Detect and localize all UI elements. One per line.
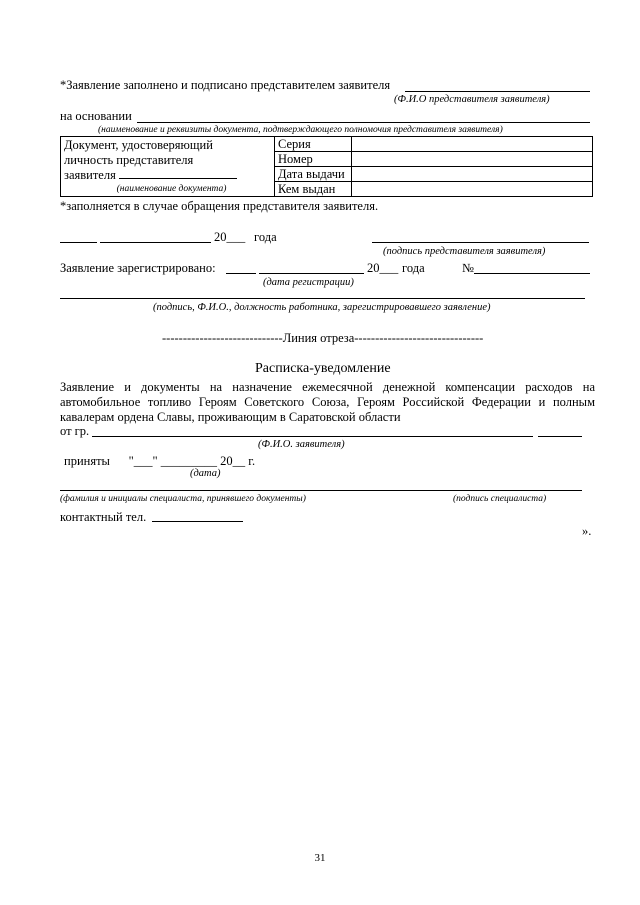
applicant-name-line: [92, 436, 533, 437]
representative-signature-line: [372, 242, 589, 243]
receipt-paragraph: Заявление и документы на назначение ежемесячной денежной компенсации расходов на автомобильное топливо Героям Советского Союза, Героям Российской Федерации и полным кавалерам ордена Славы, проживающим в Саратовской области: [60, 380, 595, 424]
closing-quote: ».: [582, 524, 592, 538]
representative-signature-caption: (подпись представителя заявителя): [383, 246, 546, 257]
representative-name-caption: (Ф.И.О представителя заявителя): [394, 94, 550, 105]
doc-row-number-value[interactable]: [352, 152, 593, 167]
document-name-line: [119, 178, 237, 179]
identity-document-label-line1: Документ, удостоверяющий: [64, 138, 213, 152]
page-number: 31: [314, 852, 326, 864]
receipt-title: Расписка-уведомление: [255, 361, 391, 376]
identity-document-label-line2: личность представителя: [64, 153, 194, 167]
identity-document-label-line3-wrap: [64, 168, 271, 183]
applicant-caption: (Ф.И.О. заявителя): [258, 439, 345, 450]
identity-document-label-line3: заявителя: [64, 168, 116, 182]
registration-date-caption: (дата регистрации): [263, 277, 354, 288]
doc-row-issue-date-value[interactable]: [352, 167, 593, 182]
registration-day-line: [226, 273, 256, 274]
identity-document-label-cell: [61, 137, 275, 197]
identity-document-table: [60, 136, 593, 197]
date-year-prefix: 20___: [214, 230, 246, 244]
representative-statement: *Заявление заполнено и подписано представителем заявителя: [60, 78, 391, 92]
doc-row-series-value[interactable]: [352, 137, 593, 152]
cut-line: -----------------------------Линия отреза-------------------------------: [162, 331, 484, 345]
basis-caption: (наименование и реквизиты документа, подтверждающего полномочия представителя заявителя): [98, 125, 503, 135]
registration-month-line: [259, 273, 364, 274]
contact-phone-line: [152, 521, 243, 522]
representative-name-line: [405, 91, 590, 92]
registration-number-line: [474, 273, 590, 274]
basis-line: [137, 122, 590, 123]
doc-row-issuer-value[interactable]: [352, 182, 593, 197]
accepted-text: приняты "___" _________ 20__ г.: [64, 454, 256, 468]
doc-row-issuer-label: Кем выдан: [275, 182, 352, 197]
contact-label: контактный тел.: [60, 510, 147, 524]
date-day-line: [60, 242, 97, 243]
from-label: от гр.: [60, 424, 90, 438]
date-year-word: года: [254, 230, 277, 244]
registered-label: Заявление зарегистрировано:: [60, 261, 216, 275]
specialist-signature-caption: (подпись специалиста): [453, 494, 547, 504]
applicant-name-line-end: [538, 436, 582, 437]
registration-number-sign: №: [462, 261, 474, 275]
doc-row-issue-date-label: Дата выдачи: [275, 167, 352, 182]
registration-year-word: года: [402, 261, 425, 275]
doc-row-number-label: Номер: [275, 152, 352, 167]
specialist-line: [60, 490, 582, 491]
basis-label: на основании: [60, 109, 132, 123]
document-name-caption: (наименование документа): [116, 184, 227, 194]
staff-signature-caption: (подпись, Ф.И.О., должность работника, зарегистрировавшего заявление): [153, 302, 491, 313]
accepted-date-caption: (дата): [190, 468, 221, 479]
footnote: *заполняется в случае обращения представителя заявителя.: [60, 199, 379, 213]
date-month-line: [100, 242, 211, 243]
specialist-caption: (фамилия и инициалы специалиста, принявшего документы): [60, 494, 306, 504]
doc-row-series-label: Серия: [275, 137, 352, 152]
registration-year-prefix: 20___: [367, 261, 399, 275]
staff-signature-line: [60, 298, 585, 299]
